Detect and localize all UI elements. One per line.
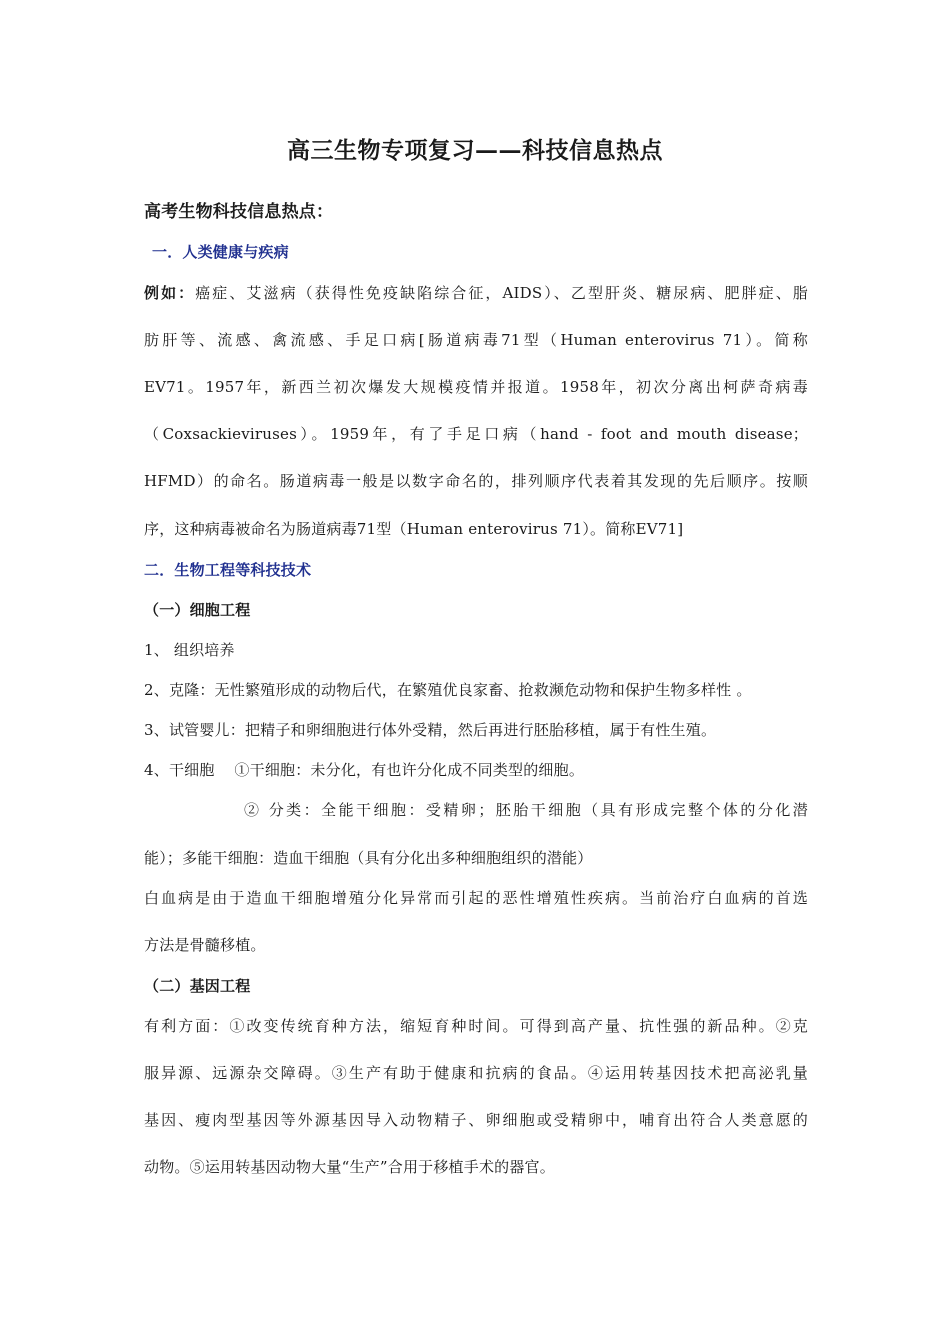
gene-engineering-heading: （二）基因工程 <box>144 977 251 995</box>
cell-item-1: 1、 组织培养 <box>144 641 235 659</box>
section1-line-1 <box>144 283 808 303</box>
stem-cell-line-3: 能）；多能干细胞：造血干细胞（具有分化出多种细胞组织的潜能） <box>144 849 593 867</box>
gene-line-4: 动物。⑤运用转基因动物大量“生产”合用于移植手术的器官。 <box>144 1158 555 1176</box>
section1-line-6: 序，这种病毒被命名为肠道病毒71型（Human enterovirus 71）。简称EV71] <box>144 520 684 538</box>
leukemia-line-2: 方法是骨髓移植。 <box>144 936 266 954</box>
example-label: 例如： <box>144 284 196 302</box>
section1-line-1-text: 癌症、艾滋病（获得性免疫缺陷综合征，AIDS）、乙型肝炎、糖尿病、肥胖症、脂 <box>195 284 808 302</box>
section1-line-3: EV71。1957年，新西兰初次爆发大规模疫情并报道。1958年，初次分离出柯萨奇病毒 <box>144 378 808 396</box>
section1-heading: 一．人类健康与疾病 <box>152 243 289 261</box>
gene-line-2: 服异源、远源杂交障碍。③生产有助于健康和抗病的食品。④运用转基因技术把高泌乳量 <box>144 1064 808 1082</box>
section2-heading: 二．生物工程等科技技术 <box>144 561 312 579</box>
cell-engineering-heading: （一）细胞工程 <box>144 601 251 619</box>
section1-line-4: （Coxsackieviruses）。1959年，有了手足口病（hand - foot and mouth disease； <box>144 425 808 443</box>
section1-line-5: HFMD）的命名。肠道病毒一般是以数字命名的，排列顺序代表着其发现的先后顺序。按顺 <box>144 472 808 490</box>
page-title: 高三生物专项复习——科技信息热点 <box>287 137 663 164</box>
gene-line-3: 基因、瘦肉型基因等外源基因导入动物精子、卵细胞或受精卵中，哺育出符合人类意愿的 <box>144 1111 808 1129</box>
document-subtitle: 高考生物科技信息热点： <box>144 202 334 222</box>
gene-line-1: 有利方面：①改变传统育种方法，缩短育种时间。可得到高产量、抗性强的新品种。②克 <box>144 1017 808 1035</box>
cell-item-3: 3、试管婴儿：把精子和卵细胞进行体外受精，然后再进行胚胎移植，属于有性生殖。 <box>144 721 717 739</box>
cell-item-2: 2、克隆：无性繁殖形成的动物后代，在繁殖优良家畜、抢救濒危动物和保护生物多样性 。 <box>144 681 752 699</box>
leukemia-line-1: 白血病是由于造血干细胞增殖分化异常而引起的恶性增殖性疾病。当前治疗白血病的首选 <box>144 889 808 907</box>
stem-cell-line-2: ② 分类：全能干细胞：受精卵；胚胎干细胞（具有形成完整个体的分化潜 <box>244 801 808 819</box>
section1-line-2: 肪肝等、流感、禽流感、手足口病[肠道病毒71型（Human enterovirus 71）。简称 <box>144 331 808 349</box>
cell-item-4: 4、干细胞 ①干细胞：未分化，有也许分化成不同类型的细胞。 <box>144 761 585 779</box>
